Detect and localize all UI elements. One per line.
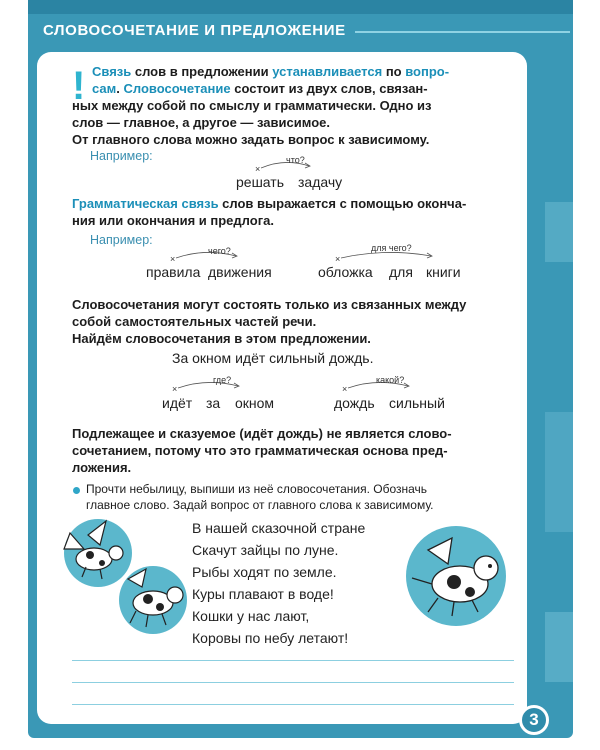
rule3-line1: Словосочетания могут состоять только из связанных между (72, 297, 467, 312)
word-main: дождь (334, 395, 375, 411)
poem-line: Куры плавают в воде! (192, 586, 334, 602)
poem-line: Скачут зайцы по луне. (192, 542, 339, 558)
word-dependent: сильный (389, 395, 445, 411)
word-preposition: за (206, 395, 221, 411)
word-dependent: книги (426, 264, 461, 280)
word-dependent: движения (208, 264, 272, 280)
word-dependent: задачу (298, 174, 343, 190)
rule3-line2: собой самостоятельных частей речи. (72, 314, 317, 329)
rule1-line5: От главного слова можно задать вопрос к зависимому. (72, 132, 430, 147)
rule2-line1: Грамматическая связь слов выражается с помощью оконча- (72, 196, 467, 211)
word-main: идёт (162, 395, 193, 411)
example-label: Например: (90, 233, 153, 247)
writing-line (72, 660, 514, 661)
rule4-line3: ложения. (72, 460, 132, 475)
word-main: обложка (318, 264, 373, 280)
rule4-line2: сочетанием, потому что это грамматическая основа пред- (72, 443, 448, 458)
question-label: какой? (376, 375, 405, 385)
svg-text:×: × (335, 254, 341, 264)
svg-text:×: × (342, 384, 348, 394)
page-number: 3 (519, 705, 549, 735)
example-label: Например: (90, 149, 153, 163)
arc-arrow-icon (172, 380, 252, 394)
svg-text:×: × (170, 254, 176, 264)
top-stripe (28, 0, 573, 14)
writing-line (72, 704, 514, 705)
example-sentence: За окном идёт сильный дождь. (172, 350, 374, 366)
svg-text:×: × (255, 164, 261, 174)
word-main: решать (236, 174, 284, 190)
poem-line: Рыбы ходят по земле. (192, 564, 337, 580)
svg-text:×: × (172, 384, 178, 394)
question-label: что? (286, 155, 305, 165)
poem-line: Коровы по небу летают! (192, 630, 349, 646)
poem-line: В нашей сказочной стране (192, 520, 366, 536)
rule1-line1: Связь слов в предложении устанавливается по вопро- (92, 64, 450, 79)
word-dependent: окном (235, 395, 275, 411)
rule3-line3: Найдём словосочетания в этом предложении. (72, 331, 371, 346)
flying-cows-icon (58, 515, 193, 640)
exclamation-icon: ! (72, 64, 86, 108)
rule1-line4: слов — главное, а другое — зависимое. (72, 115, 330, 130)
word-preposition: для (389, 264, 413, 280)
word-main: правила (146, 264, 201, 280)
page-title: СЛОВОСОЧЕТАНИЕ И ПРЕДЛОЖЕНИЕ (43, 22, 346, 39)
rule1-line2: сам. Словосочетание состоит из двух слов, связан- (92, 81, 428, 96)
question-label: чего? (208, 246, 231, 256)
bullet-icon (73, 487, 80, 494)
rule2-line2: ния или окончания и предлога. (72, 213, 274, 228)
question-label: для чего? (371, 243, 412, 253)
flying-cow-icon (398, 520, 523, 632)
poem-line: Кошки у нас лают, (192, 608, 310, 624)
title-underline (355, 31, 570, 33)
task-line2: главное слово. Задай вопрос от главного слова к зависимому. (86, 498, 434, 512)
question-label: где? (213, 375, 232, 385)
rule1-line3: ных между собой по смыслу и грамматически. Одно из (72, 98, 432, 113)
task-line1: Прочти небылицу, выпиши из неё словосочетания. Обозначь (86, 482, 428, 496)
rule4-line1: Подлежащее и сказуемое (идёт дождь) не является слово- (72, 426, 452, 441)
side-stripes (545, 52, 573, 692)
writing-line (72, 682, 514, 683)
